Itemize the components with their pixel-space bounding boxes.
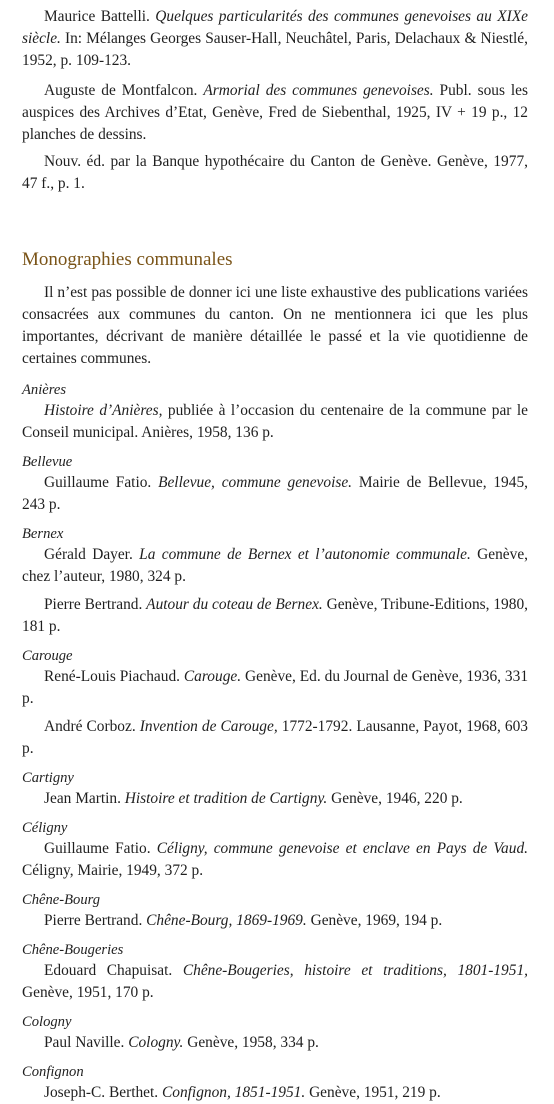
monograph-title: La commune de Bernex et l’autonomie communale. [139,546,471,563]
monograph-author: Edouard Chapuisat. [44,962,183,979]
monograph-author: Guillaume Fatio. [44,474,159,491]
monograph-title: Céligny, commune genevoise et enclave en Pays de Vaud. [156,840,528,857]
reference-entry [22,151,528,195]
monograph-details: 1772-1792. Lausanne, Payot, 1968, 603 p. [22,718,528,757]
monograph-entry [22,1082,528,1104]
monograph-title: Histoire et tradition de Cartigny. [124,790,328,807]
commune-name: Cartigny [22,770,74,786]
monograph-author: Guillaume Fatio. [44,840,157,857]
monograph-details: Genève, 1951, 219 p. [305,1084,441,1101]
commune-name: Anières [22,382,67,398]
commune-block [22,524,528,638]
commune-block [22,452,528,516]
monograph-author: René-Louis Piachaud. [44,668,184,685]
monograph-entry [22,544,528,588]
commune-name: Chêne-Bougeries [22,942,124,958]
reference-list [22,6,528,195]
commune-block [22,646,528,760]
monograph-details: Genève, chez l’auteur, 1980, 324 p. [22,546,528,585]
commune-block [22,890,528,932]
reference-author: Auguste de Montfalcon. [44,82,204,99]
monograph-title: Confignon, 1851-1951. [161,1084,306,1101]
document-page [22,6,528,1104]
monograph-title: Chêne-Bourg, 1869-1969. [146,912,307,929]
monograph-author: Paul Naville. [44,1034,129,1051]
monograph-title: Invention de Carouge, [139,718,278,735]
commune-block [22,1012,528,1054]
monograph-title: Chêne-Bougeries, histoire et traditions, 1801-1951, [182,962,528,979]
commune-name: Bellevue [22,454,73,470]
monograph-details: Genève, 1958, 334 p. [183,1034,319,1051]
monograph-title: Bellevue, commune genevoise. [158,474,353,491]
section-title: Monographies communales [22,249,233,270]
commune-block [22,1062,528,1104]
monograph-title: Carouge. [183,668,242,685]
commune-name: Cologny [22,1014,72,1030]
reference-details: Publ. sous les auspices des Archives d’Etat, Genève, Fred de Siebenthal, 1925, IV + 19 p., 12 planches de dessins. [22,82,528,143]
monograph-entry [22,910,528,932]
monograph-details: Genève, 1969, 194 p. [306,912,443,929]
monograph-details: publiée à l’occasion du centenaire de la commune par le Conseil municipal. Anières, 1958, 136 p. [22,402,528,441]
monograph-entry [22,472,528,516]
monograph-details: Céligny, Mairie, 1949, 372 p. [22,862,204,879]
section-intro: Il n’est pas possible de donner ici une liste exhaustive des publications variées consacrées aux communes du canton. On ne mentionnera ici que les plus importantes, décrivant de manière détaillée le passé et la vie quotidienne de certaines communes. [22,284,528,367]
monograph-entry [22,716,528,760]
monograph-entry [22,666,528,710]
monograph-details: Genève, Ed. du Journal de Genève, 1936, 331 p. [22,668,529,707]
monograph-details: Genève, 1946, 220 p. [327,790,463,807]
commune-name: Confignon [22,1064,84,1080]
monograph-title: Autour du coteau de Bernex. [146,596,323,613]
monograph-details: Genève, Tribune-Editions, 1980, 181 p. [22,596,528,635]
monograph-details: Genève, 1951, 170 p. [22,984,154,1001]
monograph-author: Pierre Bertrand. [44,596,147,613]
monograph-author: Jean Martin. [44,790,125,807]
reference-author: Maurice Battelli. [44,8,156,25]
monograph-entry [22,838,528,882]
monograph-author: Pierre Bertrand. [44,912,147,929]
monograph-entry [22,1032,528,1054]
commune-block [22,940,528,1004]
reference-details: Nouv. éd. par la Banque hypothécaire du Canton de Genève. Genève, 1977, 47 f., p. 1. [22,153,528,192]
commune-name: Chêne-Bourg [22,892,101,908]
commune-block [22,768,528,810]
reference-title: Armorial des communes genevoises. [203,82,434,99]
commune-name: Céligny [22,820,68,836]
reference-title: Quelques particularités des communes genevoises au XIXe siècle. [22,8,528,47]
commune-block [22,380,528,444]
monograph-author: Joseph-C. Berthet. [44,1084,162,1101]
monograph-author: Gérald Dayer. [44,546,140,563]
reference-entry [22,6,528,72]
monograph-details: Mairie de Bellevue, 1945, 243 p. [22,474,528,513]
monograph-entry [22,594,528,638]
monograph-entry [22,960,528,1004]
commune-name: Bernex [22,526,64,542]
monograph-title: Cologny. [128,1034,184,1051]
commune-block [22,818,528,882]
monograph-entry [22,400,528,444]
reference-entry [22,80,528,146]
commune-name: Carouge [22,648,73,664]
monograph-title: Histoire d’Anières, [44,402,163,419]
reference-details: In: Mélanges Georges Sauser-Hall, Neuchâtel, Paris, Delachaux & Niestlé, 1952, p. 109-123. [22,30,528,69]
monograph-entry [22,788,528,810]
commune-list [22,380,528,1104]
monograph-author: André Corboz. [44,718,140,735]
